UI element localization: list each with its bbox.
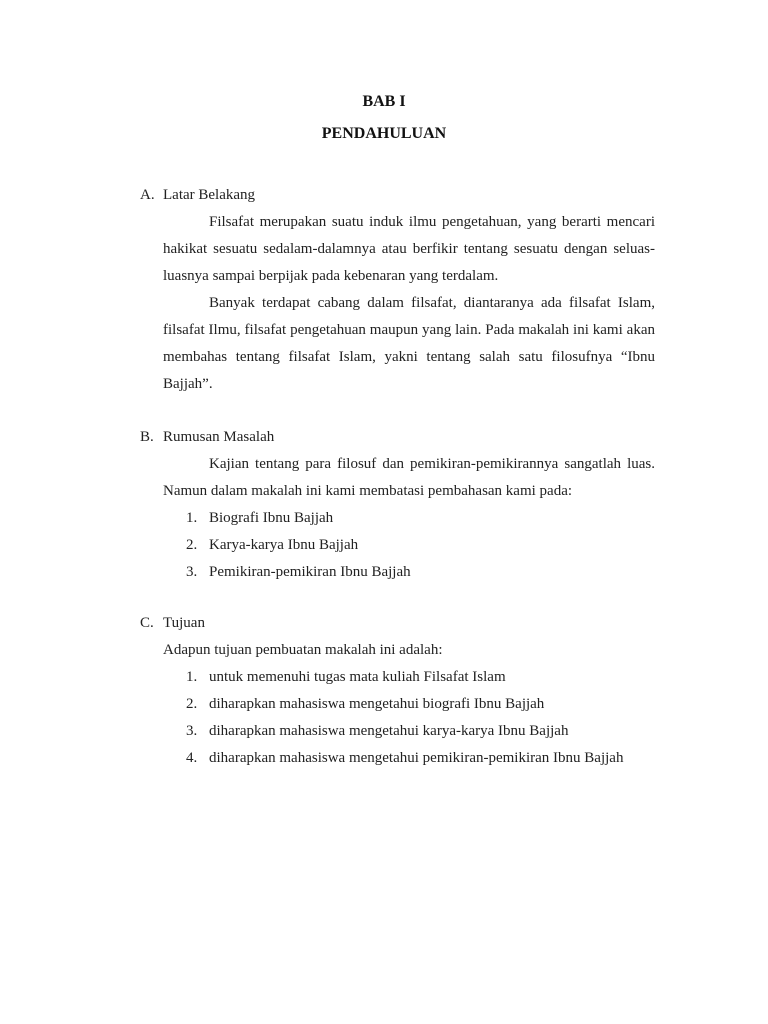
section-title: Latar Belakang	[163, 187, 256, 203]
section-heading	[140, 424, 655, 451]
list-number: 1.	[186, 669, 198, 685]
paragraph: Filsafat merupakan suatu induk ilmu pengetahuan, yang berarti mencari hakikat sesuatu sedalam-dalamnya atau berfikir tentang sesuatu dengan seluas-luasnya sampai berpijak pada kebenaran yang terdalam.	[163, 214, 655, 284]
numbered-list	[140, 664, 655, 772]
section-heading	[140, 182, 655, 209]
section-letter: C.	[140, 615, 154, 631]
section-rumusan-masalah	[140, 424, 655, 586]
list-item	[140, 505, 655, 532]
list-item	[140, 718, 655, 745]
list-item	[140, 664, 655, 691]
list-text: Pemikiran-pemikiran Ibnu Bajjah	[209, 564, 411, 580]
list-text: Karya-karya Ibnu Bajjah	[209, 537, 359, 553]
section-title: Rumusan Masalah	[163, 429, 275, 445]
numbered-list	[140, 505, 655, 586]
section-letter: A.	[140, 187, 155, 203]
section-latar-belakang	[140, 182, 655, 398]
list-text: diharapkan mahasiswa mengetahui biografi Ibnu Bajjah	[209, 696, 545, 712]
list-number: 3.	[186, 564, 198, 580]
section-tujuan	[140, 610, 655, 772]
chapter-title: PENDAHULUAN	[321, 125, 447, 142]
section-heading	[140, 610, 655, 637]
list-text: untuk memenuhi tugas mata kuliah Filsafat Islam	[209, 669, 506, 685]
paragraph: Kajian tentang para filosuf dan pemikiran-pemikirannya sangatlah luas. Namun dalam makalah ini kami membatasi pembahasan kami pada:	[163, 456, 655, 499]
section-letter: B.	[140, 429, 154, 445]
list-number: 2.	[186, 537, 198, 553]
list-item	[140, 745, 655, 772]
list-number: 3.	[186, 723, 198, 739]
list-text: diharapkan mahasiswa mengetahui pemikiran-pemikiran Ibnu Bajjah	[209, 750, 624, 766]
list-item	[140, 559, 655, 586]
paragraph: Banyak terdapat cabang dalam filsafat, diantaranya ada filsafat Islam, filsafat Ilmu, filsafat pengetahuan maupun yang lain. Pada makalah ini kami akan membahas tentang filsafat Islam, yakni tentang salah satu filosufnya “Ibnu Bajjah”.	[163, 295, 655, 392]
list-item	[140, 532, 655, 559]
list-number: 4.	[186, 750, 198, 766]
chapter-number: BAB I	[362, 93, 406, 110]
list-text: diharapkan mahasiswa mengetahui karya-karya Ibnu Bajjah	[209, 723, 569, 739]
list-item	[140, 691, 655, 718]
section-title: Tujuan	[163, 615, 205, 631]
paragraph: Adapun tujuan pembuatan makalah ini adalah:	[163, 642, 443, 658]
list-number: 2.	[186, 696, 198, 712]
list-number: 1.	[186, 510, 198, 526]
list-text: Biografi Ibnu Bajjah	[209, 510, 334, 526]
